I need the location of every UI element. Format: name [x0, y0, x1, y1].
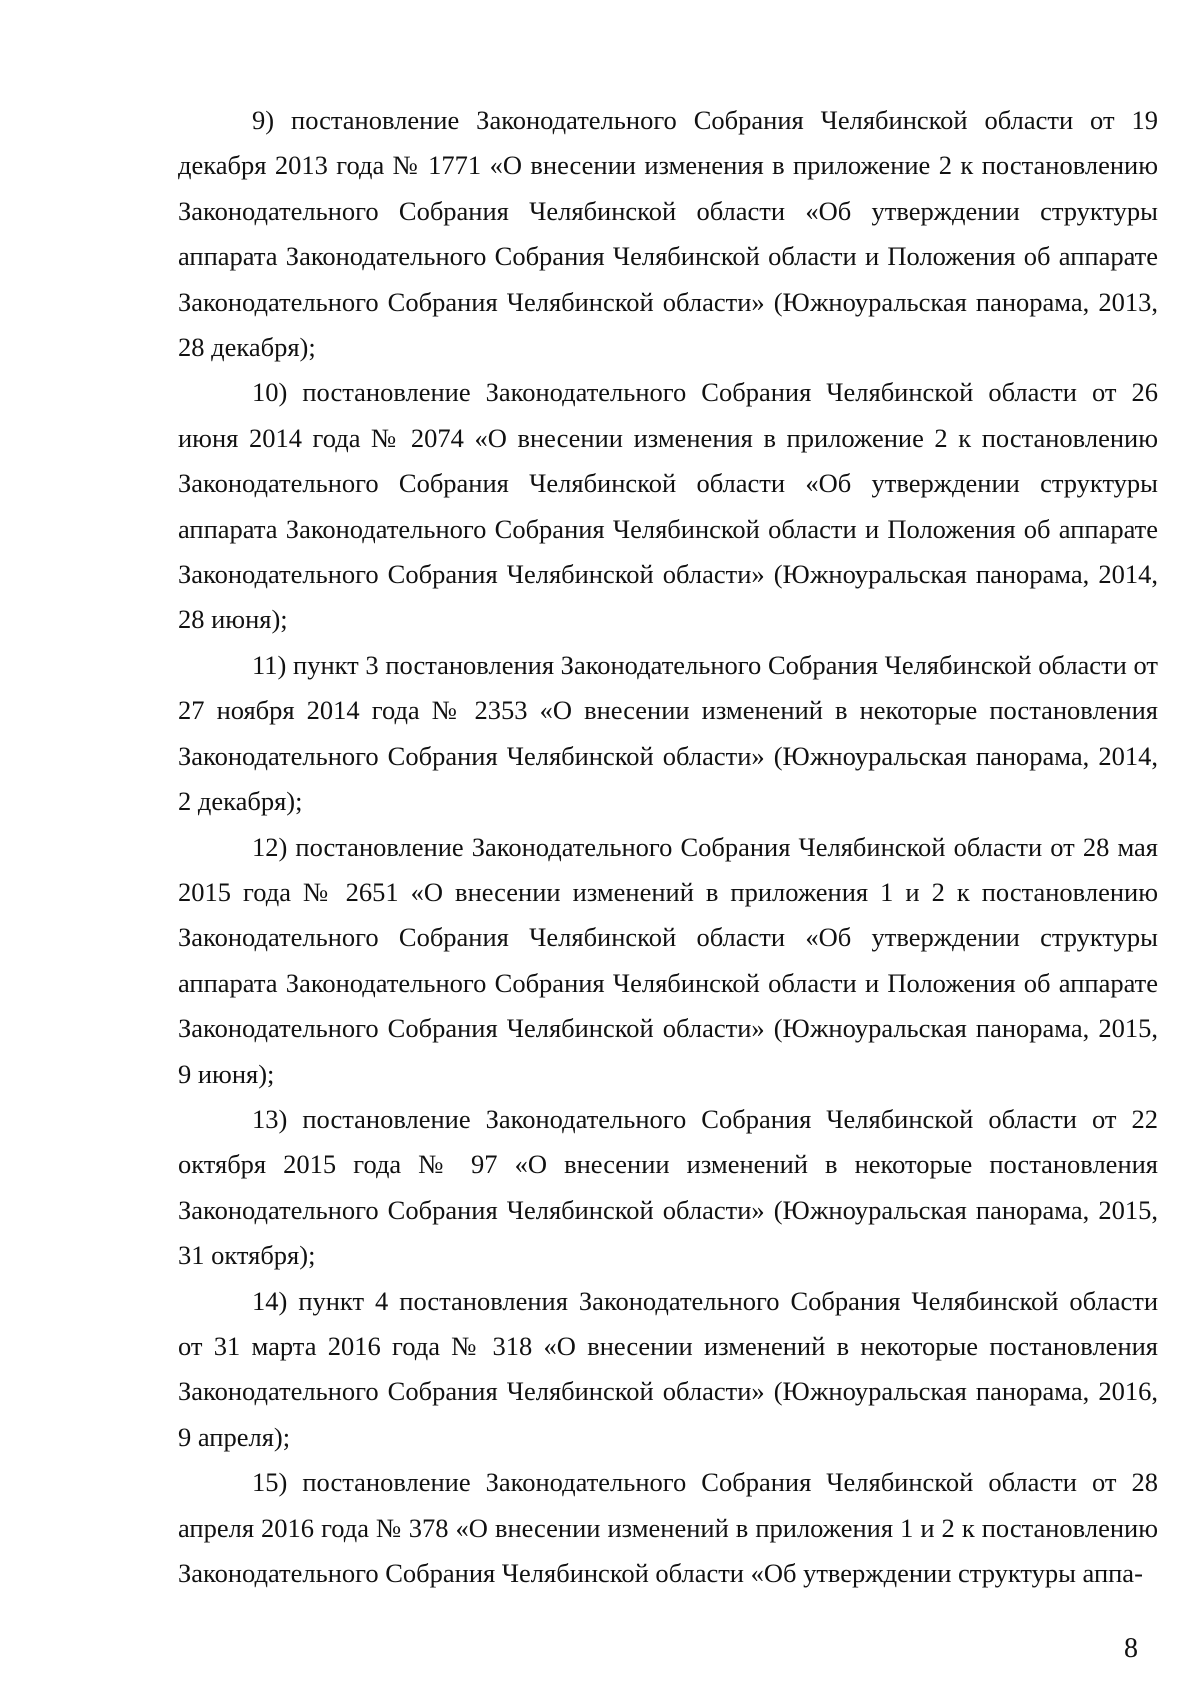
paragraph-item-12: 12) постановление Законодательного Собрания Челябинской области от 28 мая 2015 года № 2651 «О внесении изменений в приложения 1 и 2 к постановлению Законодательного Собрания Челябинской области «Об утверждении структуры аппарата Законодательного Собрания Челябинской области и Положения об аппарате Законодательного Собрания Челябинской области» (Южноуральская панорама, 2015, 9 июня); [178, 831, 1158, 1089]
paragraph-item-10: 10) постановление Законодательного Собрания Челябинской области от 26 июня 2014 года № 2074 «О внесении изменения в приложение 2 к постановлению Законодательного Собрания Челябинской области «Об утверждении структуры аппарата Законодательного Собрания Челябинской области и Положения об аппарате Законодательного Собрания Челябинской области» (Южноуральская панорама, 2014, 28 июня); [178, 377, 1158, 635]
page-number: 8 [1124, 1633, 1138, 1664]
paragraph-item-15: 15) постановление Законодательного Собрания Челябинской области от 28 апреля 2016 года № 378 «О внесении изменений в приложения 1 и 2 к постановлению Законодательного Собрания Челябинской области «Об утверждении структуры аппа- [178, 1467, 1158, 1588]
document-body [178, 98, 1158, 1596]
paragraph-item-13: 13) постановление Законодательного Собрания Челябинской области от 22 октября 2015 года № 97 «О внесении изменений в некоторые постановления Законодательного Собрания Челябинской области» (Южноуральская панорама, 2015, 31 октября); [178, 1103, 1158, 1271]
paragraph-item-14: 14) пункт 4 постановления Законодательного Собрания Челябинской области от 31 марта 2016 года № 318 «О внесении изменений в некоторые постановления Законодательного Собрания Челябинской области» (Южноуральская панорама, 2016, 9 апреля); [178, 1285, 1158, 1452]
paragraph-item-9: 9) постановление Законодательного Собрания Челябинской области от 19 декабря 2013 года № 1771 «О внесении изменения в приложение 2 к постановлению Законодательного Собрания Челябинской области «Об утверждении структуры аппарата Законодательного Собрания Челябинской области и Положения об аппарате Законодательного Собрания Челябинской области» (Южноуральская панорама, 2013, 28 декабря); [178, 105, 1158, 363]
paragraph-item-11: 11) пункт 3 постановления Законодательного Собрания Челябинской области от 27 ноября 2014 года № 2353 «О внесении изменений в некоторые постановления Законодательного Собрания Челябинской области» (Южноуральская панорама, 2014, 2 декабря); [178, 649, 1158, 817]
